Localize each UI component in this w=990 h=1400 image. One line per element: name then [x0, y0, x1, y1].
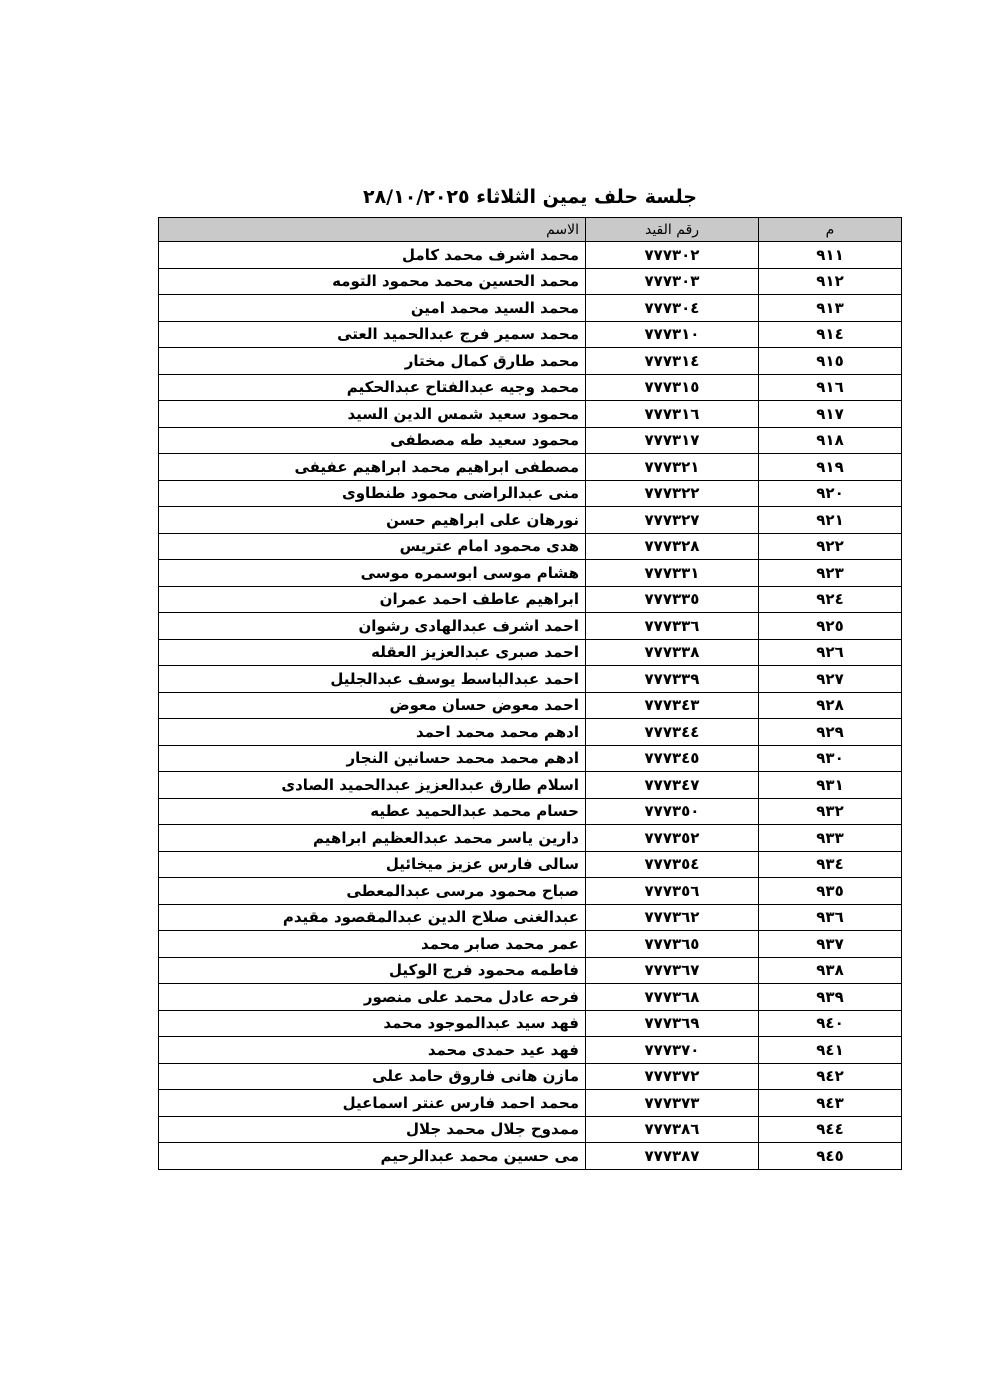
- table-row: [159, 825, 902, 852]
- row-registration: ٧٧٧٣٦٧: [586, 957, 759, 984]
- row-registration: ٧٧٧٣٠٣: [586, 268, 759, 295]
- row-registration: ٧٧٧٣٠٤: [586, 295, 759, 322]
- row-registration: ٧٧٧٣٣١: [586, 560, 759, 587]
- row-number: ٩٢٩: [759, 719, 902, 746]
- table-row: [159, 1063, 902, 1090]
- table-row: [159, 1116, 902, 1143]
- row-registration: ٧٧٧٣١٠: [586, 321, 759, 348]
- table-row: [159, 878, 902, 905]
- row-registration: ٧٧٧٣٤٧: [586, 772, 759, 799]
- row-registration: ٧٧٧٣١٥: [586, 374, 759, 401]
- table-header: [159, 218, 902, 242]
- row-name: احمد معوض حسان معوض: [159, 692, 586, 719]
- row-name: هدى محمود امام عتريس: [159, 533, 586, 560]
- table-row: [159, 295, 902, 322]
- row-number: ٩١٦: [759, 374, 902, 401]
- row-name: ابراهيم عاطف احمد عمران: [159, 586, 586, 613]
- row-registration: ٧٧٧٣٦٥: [586, 931, 759, 958]
- row-name: نورهان على ابراهيم حسن: [159, 507, 586, 534]
- row-registration: ٧٧٧٣٧٠: [586, 1037, 759, 1064]
- row-number: ٩٢١: [759, 507, 902, 534]
- row-registration: ٧٧٧٣٦٩: [586, 1010, 759, 1037]
- row-number: ٩١٩: [759, 454, 902, 481]
- row-registration: ٧٧٧٣٥٤: [586, 851, 759, 878]
- row-name: محمد الحسين محمد محمود التومه: [159, 268, 586, 295]
- row-registration: ٧٧٧٣٢٨: [586, 533, 759, 560]
- row-number: ٩٤٣: [759, 1090, 902, 1117]
- row-number: ٩٣٩: [759, 984, 902, 1011]
- row-name: محمد وجيه عبدالفتاح عبدالحكيم: [159, 374, 586, 401]
- row-name: منى عبدالراضى محمود طنطاوى: [159, 480, 586, 507]
- row-registration: ٧٧٧٣٧٣: [586, 1090, 759, 1117]
- table-row: [159, 1090, 902, 1117]
- row-number: ٩٣٨: [759, 957, 902, 984]
- row-registration: ٧٧٧٣٤٤: [586, 719, 759, 746]
- row-registration: ٧٧٧٣٥٠: [586, 798, 759, 825]
- row-name: فهد سيد عبدالموجود محمد: [159, 1010, 586, 1037]
- row-name: محمد السيد محمد امين: [159, 295, 586, 322]
- table-row: [159, 904, 902, 931]
- row-name: مصطفى ابراهيم محمد ابراهيم عفيفى: [159, 454, 586, 481]
- row-name: اسلام طارق عبدالعزيز عبدالحميد الصادى: [159, 772, 586, 799]
- row-name: سالى فارس عزيز ميخائيل: [159, 851, 586, 878]
- header-number: م: [759, 218, 902, 242]
- row-name: احمد اشرف عبدالهادى رشوان: [159, 613, 586, 640]
- table-row: [159, 533, 902, 560]
- row-name: محمد سمير فرج عبدالحميد العتى: [159, 321, 586, 348]
- row-registration: ٧٧٧٣٥٢: [586, 825, 759, 852]
- row-registration: ٧٧٧٣٣٨: [586, 639, 759, 666]
- table-row: [159, 321, 902, 348]
- row-number: ٩٢٧: [759, 666, 902, 693]
- table-row: [159, 719, 902, 746]
- row-name: فهد عيد حمدى محمد: [159, 1037, 586, 1064]
- row-name: ممدوح جلال محمد جلال: [159, 1116, 586, 1143]
- row-number: ٩٢٣: [759, 560, 902, 587]
- row-number: ٩٢٥: [759, 613, 902, 640]
- table-row: [159, 745, 902, 772]
- row-registration: ٧٧٧٣٤٥: [586, 745, 759, 772]
- row-number: ٩١٤: [759, 321, 902, 348]
- row-name: احمد عبدالباسط يوسف عبدالجليل: [159, 666, 586, 693]
- row-name: عمر محمد صابر محمد: [159, 931, 586, 958]
- row-name: عبدالغنى صلاح الدين عبدالمقصود مقيدم: [159, 904, 586, 931]
- row-number: ٩٣١: [759, 772, 902, 799]
- row-number: ٩٣٤: [759, 851, 902, 878]
- row-number: ٩٢٦: [759, 639, 902, 666]
- row-name: احمد صبرى عبدالعزيز العقله: [159, 639, 586, 666]
- row-registration: ٧٧٧٣٠٢: [586, 242, 759, 269]
- row-number: ٩٢٠: [759, 480, 902, 507]
- row-name: حسام محمد عبدالحميد عطيه: [159, 798, 586, 825]
- row-number: ٩١٨: [759, 427, 902, 454]
- table-row: [159, 242, 902, 269]
- table-row: [159, 1037, 902, 1064]
- row-registration: ٧٧٧٣٢٧: [586, 507, 759, 534]
- table-row: [159, 798, 902, 825]
- table-row: [159, 401, 902, 428]
- row-number: ٩٤١: [759, 1037, 902, 1064]
- row-name: ادهم محمد محمد احمد: [159, 719, 586, 746]
- row-registration: ٧٧٧٣١٧: [586, 427, 759, 454]
- row-number: ٩٣٦: [759, 904, 902, 931]
- row-number: ٩٤٢: [759, 1063, 902, 1090]
- row-registration: ٧٧٧٣٨٦: [586, 1116, 759, 1143]
- table-row: [159, 1010, 902, 1037]
- table-row: [159, 560, 902, 587]
- row-number: ٩٣٢: [759, 798, 902, 825]
- header-name: الاسم: [159, 218, 586, 242]
- row-name: محمد احمد فارس عنتر اسماعيل: [159, 1090, 586, 1117]
- table-row: [159, 1143, 902, 1170]
- row-number: ٩٣٥: [759, 878, 902, 905]
- row-number: ٩١١: [759, 242, 902, 269]
- row-number: ٩١٣: [759, 295, 902, 322]
- document-title: جلسة حلف يمين الثلاثاء ٢٨/١٠/٢٠٢٥: [362, 186, 698, 208]
- row-number: ٩٤٥: [759, 1143, 902, 1170]
- table-row: [159, 454, 902, 481]
- row-registration: ٧٧٧٣٥٦: [586, 878, 759, 905]
- row-registration: ٧٧٧٣٧٢: [586, 1063, 759, 1090]
- row-name: مى حسين محمد عبدالرحيم: [159, 1143, 586, 1170]
- row-number: ٩٤٤: [759, 1116, 902, 1143]
- row-name: مازن هانى فاروق حامد على: [159, 1063, 586, 1090]
- row-name: محمد اشرف محمد كامل: [159, 242, 586, 269]
- row-registration: ٧٧٧٣٢١: [586, 454, 759, 481]
- table-row: [159, 984, 902, 1011]
- row-registration: ٧٧٧٣٢٢: [586, 480, 759, 507]
- table-row: [159, 851, 902, 878]
- table-row: [159, 772, 902, 799]
- header-row: [159, 218, 902, 242]
- row-number: ٩١٥: [759, 348, 902, 375]
- table-row: [159, 427, 902, 454]
- table-body: [159, 242, 902, 1170]
- roster-table: [158, 217, 902, 1170]
- row-number: ٩٢٤: [759, 586, 902, 613]
- row-number: ٩٣٧: [759, 931, 902, 958]
- row-registration: ٧٧٧٣٨٧: [586, 1143, 759, 1170]
- row-registration: ٧٧٧٣٣٦: [586, 613, 759, 640]
- table-row: [159, 480, 902, 507]
- table-row: [159, 374, 902, 401]
- table-row: [159, 348, 902, 375]
- row-name: فاطمه محمود فرج الوكيل: [159, 957, 586, 984]
- table-row: [159, 692, 902, 719]
- row-registration: ٧٧٧٣٦٨: [586, 984, 759, 1011]
- row-registration: ٧٧٧٣٤٣: [586, 692, 759, 719]
- row-number: ٩١٢: [759, 268, 902, 295]
- table-row: [159, 268, 902, 295]
- row-number: ٩٢٢: [759, 533, 902, 560]
- row-name: محمود سعيد شمس الدين السيد: [159, 401, 586, 428]
- row-registration: ٧٧٧٣١٤: [586, 348, 759, 375]
- table-row: [159, 639, 902, 666]
- row-number: ٩١٧: [759, 401, 902, 428]
- table-row: [159, 507, 902, 534]
- row-name: هشام موسى ابوسمره موسى: [159, 560, 586, 587]
- row-name: صباح محمود مرسى عبدالمعطى: [159, 878, 586, 905]
- row-registration: ٧٧٧٣٣٥: [586, 586, 759, 613]
- row-number: ٩٤٠: [759, 1010, 902, 1037]
- row-registration: ٧٧٧٣١٦: [586, 401, 759, 428]
- table-row: [159, 957, 902, 984]
- row-registration: ٧٧٧٣٦٢: [586, 904, 759, 931]
- row-number: ٩٢٨: [759, 692, 902, 719]
- row-registration: ٧٧٧٣٣٩: [586, 666, 759, 693]
- table-row: [159, 931, 902, 958]
- table-row: [159, 666, 902, 693]
- row-name: ادهم محمد محمد حسانين النجار: [159, 745, 586, 772]
- table-row: [159, 613, 902, 640]
- header-registration: رقم القيد: [586, 218, 759, 242]
- row-name: فرحه عادل محمد على منصور: [159, 984, 586, 1011]
- row-name: محمد طارق كمال مختار: [159, 348, 586, 375]
- table-row: [159, 586, 902, 613]
- row-name: محمود سعيد طه مصطفى: [159, 427, 586, 454]
- row-name: دارين ياسر محمد عبدالعظيم ابراهيم: [159, 825, 586, 852]
- row-number: ٩٣٣: [759, 825, 902, 852]
- row-number: ٩٣٠: [759, 745, 902, 772]
